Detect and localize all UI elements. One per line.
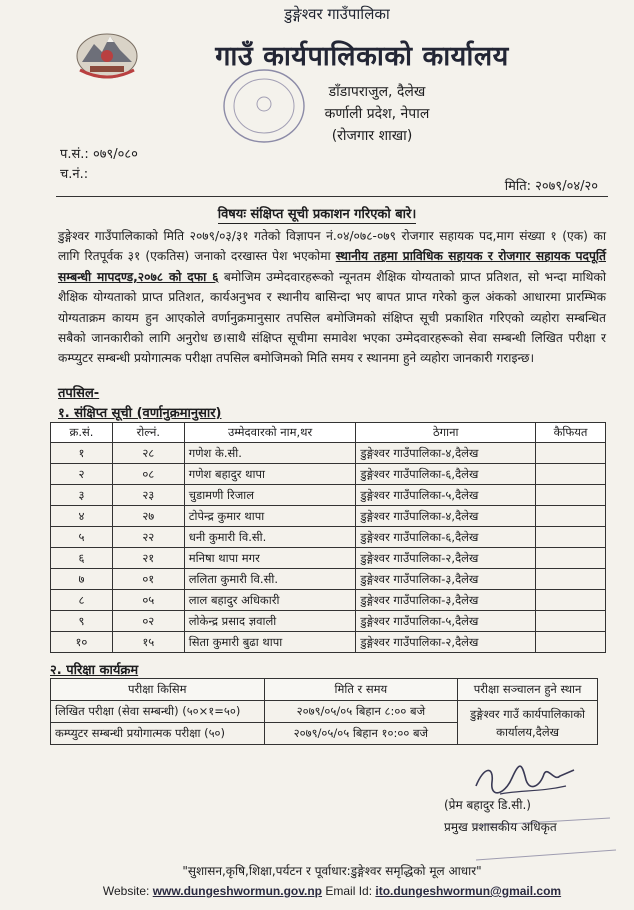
cell-address: डुङ्गेश्वर गाउँपालिका-६,दैलेख	[356, 464, 536, 485]
cell-exam-datetime: २०७९/०५/०५ बिहान ८:०० बजे	[264, 701, 458, 723]
footer-slogan: "सुशासन,कृषि,शिक्षा,पर्यटन र पूर्वाधार:डुङ्गेश्वर समृद्धिको मूल आधार"	[182, 864, 482, 878]
cell-name: चुडामणी रिजाल	[184, 485, 356, 506]
cell-address: डुङ्गेश्वर गाउँपालिका-५,दैलेख	[356, 485, 536, 506]
cell-address: डुङ्गेश्वर गाउँपालिका-२,दैलेख	[356, 548, 536, 569]
table-row	[51, 464, 606, 485]
cell-name: गणेश के.सी.	[184, 443, 356, 464]
table-row	[51, 590, 606, 611]
cell-sn: २	[51, 464, 113, 485]
address-line-2: कर्णाली प्रदेश, नेपाल	[324, 106, 430, 122]
website-link[interactable]: www.dungeshwormun.gov.np	[152, 884, 323, 898]
letter-subject	[0, 204, 634, 222]
office-stamp-icon	[218, 64, 310, 148]
signatory-title: प्रमुख प्रशासकीय अधिकृत	[444, 820, 557, 834]
cell-sn: ६	[51, 548, 113, 569]
cell-address: डुङ्गेश्वर गाउँपालिका-५,दैलेख	[356, 611, 536, 632]
address-line-1: डाँडापराजुल, दैलेख	[328, 84, 426, 100]
exam-schedule-heading: २. परिक्षा कार्यक्रम	[50, 663, 139, 678]
cell-exam-type: लिखित परीक्षा (सेवा सम्बन्धी) (५०×१=५०)	[51, 701, 265, 723]
cell-remarks	[536, 443, 606, 464]
municipality-name: डुङ्गेश्वर गाउँपालिका	[284, 5, 390, 23]
body-part-1: डुङ्गेश्वर गाउँपालिकाको मिति २०७९/०३/३१ गतेको विज्ञापन नं.०४/०७८-०७९ रोजगार सहायक पद,माग संख्या १ (एक) का लागि रितपूर्वक ३१ (एकतिस) जनाको दरखास्त पेश भएकोमा	[58, 229, 606, 264]
cell-remarks	[536, 506, 606, 527]
letter-date: मिति: २०७९/०४/२०	[504, 179, 598, 194]
email-link[interactable]: ito.dungeshwormun@gmail.com	[375, 884, 562, 898]
office-title: गाउँ कार्यपालिकाको कार्यालय	[215, 41, 509, 72]
cell-remarks	[536, 485, 606, 506]
cell-name: धनी कुमारी वि.सी.	[184, 527, 356, 548]
cell-name: गणेश बहादुर थापा	[184, 464, 356, 485]
cell-address: डुङ्गेश्वर गाउँपालिका-४,दैलेख	[356, 443, 536, 464]
letter-body	[58, 226, 606, 369]
cell-remarks	[536, 632, 606, 653]
cell-roll: २२	[112, 527, 184, 548]
col-serial: क्र.सं.	[51, 423, 113, 443]
table-row	[51, 485, 606, 506]
table-row	[51, 701, 598, 723]
cell-sn: ७	[51, 569, 113, 590]
cell-roll: २७	[112, 506, 184, 527]
website-label: Website:	[102, 884, 150, 898]
cell-address: डुङ्गेश्वर गाउँपालिका-३,दैलेख	[356, 569, 536, 590]
cell-exam-type: कम्प्युटर सम्बन्धी प्रयोगात्मक परीक्षा (५०)	[51, 723, 265, 745]
cell-roll: २८	[112, 443, 184, 464]
cell-roll: ०२	[112, 611, 184, 632]
table-row	[51, 443, 606, 464]
cell-name: सिता कुमारी बुढा थापा	[184, 632, 356, 653]
cell-name: मनिषा थापा मगर	[184, 548, 356, 569]
cell-name: टोपेन्द्र कुमार थापा	[184, 506, 356, 527]
table-row	[51, 569, 606, 590]
cell-remarks	[536, 464, 606, 485]
shortlist-table	[50, 422, 606, 653]
dispatch-number: च.नं.:	[60, 167, 89, 182]
col-roll: रोल्नं.	[112, 423, 184, 443]
cell-address: डुङ्गेश्वर गाउँपालिका-२,दैलेख	[356, 632, 536, 653]
table-row	[51, 527, 606, 548]
details-label: तपसिल-	[58, 386, 100, 401]
cell-exam-datetime: २०७९/०५/०५ बिहान १०:०० बजे	[264, 723, 458, 745]
cell-roll: ०५	[112, 590, 184, 611]
table-row	[51, 506, 606, 527]
cell-remarks	[536, 611, 606, 632]
cell-sn: ४	[51, 506, 113, 527]
exam-schedule-table	[50, 678, 598, 745]
section-name: (रोजगार शाखा)	[331, 128, 413, 144]
cell-sn: ८	[51, 590, 113, 611]
col-exam-type: परीक्षा किसिम	[51, 679, 265, 701]
cell-roll: १५	[112, 632, 184, 653]
cell-address: डुङ्गेश्वर गाउँपालिका-३,दैलेख	[356, 590, 536, 611]
cell-roll: ०१	[112, 569, 184, 590]
cell-name: लाल बहादुर अधिकारी	[184, 590, 356, 611]
body-underlined-clause: स्थानीय तहमा प्राविधिक सहायक र रोजगार सहायक पदपूर्ति सम्बन्धी मापदण्ड,२०७८ को दफा ६	[58, 249, 606, 284]
cell-address: डुङ्गेश्वर गाउँपालिका-४,दैलेख	[356, 506, 536, 527]
cell-roll: ०८	[112, 464, 184, 485]
cell-sn: १	[51, 443, 113, 464]
cell-name: ललिता कुमारी वि.सी.	[184, 569, 356, 590]
cell-roll: २३	[112, 485, 184, 506]
cell-roll: २१	[112, 548, 184, 569]
table-row	[51, 611, 606, 632]
exam-header-row	[51, 679, 598, 701]
signatory-name: (प्रेम बहादुर डि.सी.)	[444, 798, 531, 812]
cell-address: डुङ्गेश्वर गाउँपालिका-६,दैलेख	[356, 527, 536, 548]
shortlist-heading: १. संक्षिप्त सूची (वर्णानुक्रमानुसार)	[58, 406, 222, 421]
col-exam-venue: परीक्षा सञ्चालन हुने स्थान	[458, 679, 598, 701]
footer-contact	[0, 884, 634, 898]
reference-number: प.सं.: ०७९/०८०	[60, 147, 138, 162]
col-address: ठेगाना	[356, 423, 536, 443]
cell-sn: ५	[51, 527, 113, 548]
col-name: उम्मेदवारको नाम,थर	[184, 423, 356, 443]
cell-sn: ९	[51, 611, 113, 632]
cell-sn: ३	[51, 485, 113, 506]
cell-exam-venue: डुङ्गेश्वर गाउँ कार्यपालिकाको कार्यालय,दैलेख	[458, 701, 598, 745]
table-row	[51, 632, 606, 653]
col-remarks: कैफियत	[536, 423, 606, 443]
cell-remarks	[536, 569, 606, 590]
cell-sn: १०	[51, 632, 113, 653]
cell-remarks	[536, 527, 606, 548]
cell-remarks	[536, 548, 606, 569]
table-row	[51, 548, 606, 569]
shortlist-header-row	[51, 423, 606, 443]
body-part-2: बमोजिम उम्मेदवारहरूको न्यूनतम शैक्षिक योग्यताको प्राप्त प्रतिशत, सो भन्दा माथिको शैक्षिक योग्यताको प्राप्त प्रतिशत, कार्यअनुभव र स्थानीय बासिन्दा भए बापत प्राप्त गरेको कुल अंकको आधारमा प्रारम्भिक योग्यताक्रम कायम हुन आएकोले वर्णानुक्रमानुसार तपसिल बमोजिमको संक्षिप्त सूची प्रकाशित गरिएको व्यहोरा सम्बन्धित सबैको जानकारीको लागि अनुरोध छ।साथै संक्षिप्त सूचीमा समावेश भएका उम्मेदवारहरूको सेवा सम्बन्धी लिखित परीक्षा र कम्प्युटर सम्बन्धी प्रयोगात्मक परीक्षा तपसिल बमोजिमको मिति समय र स्थानमा हुने व्यहोरा जानकारी गराइन्छ।	[58, 269, 606, 366]
header-divider	[56, 196, 608, 197]
subject-text: विषयः संक्षिप्त सूची प्रकाशन गरिएको बारे।	[217, 207, 417, 222]
email-label: Email Id:	[325, 884, 373, 898]
col-exam-datetime: मिति र समय	[264, 679, 458, 701]
cell-name: लोकेन्द्र प्रसाद ज्ञवाली	[184, 611, 356, 632]
cell-remarks	[536, 590, 606, 611]
